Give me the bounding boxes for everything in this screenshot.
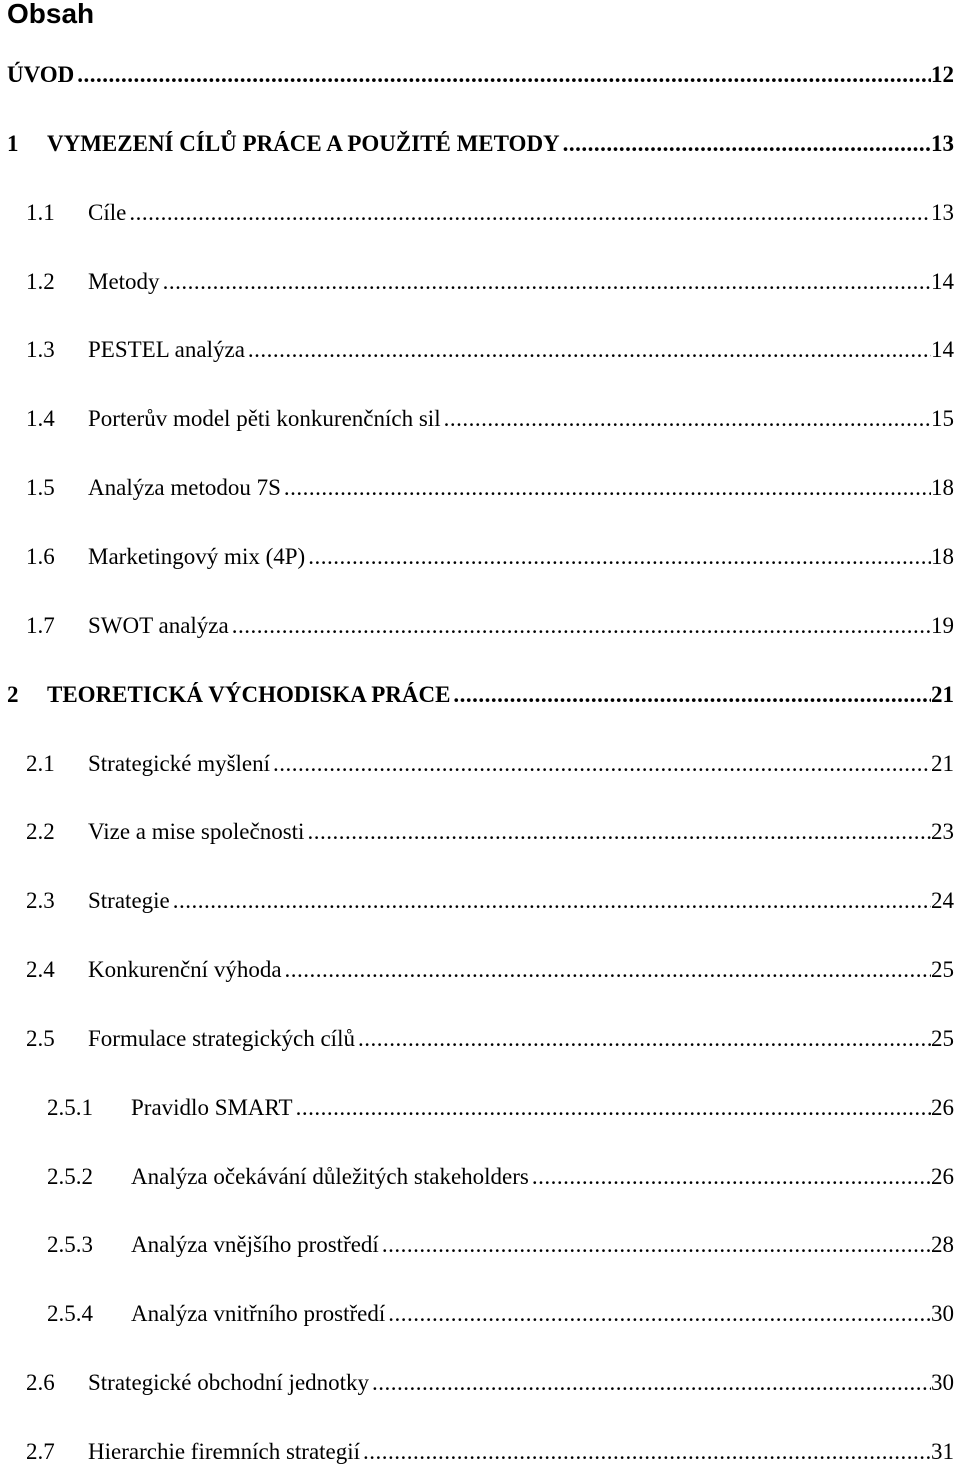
- toc-entry-page-number: 28: [931, 1232, 954, 1258]
- toc-entry-number: 1.6: [26, 543, 55, 569]
- toc-entry-label: Cíle: [88, 199, 127, 225]
- dot-leader: [372, 1366, 931, 1400]
- toc-entry-number: 2.3: [26, 888, 55, 914]
- dot-leader: [444, 402, 931, 436]
- toc-entry[interactable]: [0, 953, 954, 987]
- toc-entry-label: Strategické obchodní jednotky: [88, 1370, 370, 1396]
- toc-entry-label: Konkurenční výhoda: [88, 957, 282, 983]
- toc-entry[interactable]: [0, 265, 954, 299]
- toc-entry-number: 2.2: [26, 819, 55, 845]
- toc-entry-page-number: 12: [931, 62, 954, 87]
- toc-entry-label: PESTEL analýza: [88, 337, 245, 363]
- dot-leader: [273, 747, 931, 781]
- toc-entry-number: 2.5.2: [47, 1163, 93, 1189]
- toc-entry[interactable]: [0, 540, 954, 574]
- toc-entry-number: 1.4: [26, 406, 55, 432]
- toc-entry-page-number: 15: [931, 406, 954, 432]
- toc-entry-number: 2.5.3: [47, 1232, 93, 1258]
- toc-entry-label: Strategické myšlení: [88, 750, 271, 776]
- toc-entry-page-number: 25: [931, 957, 954, 983]
- dot-leader: [308, 540, 931, 574]
- toc-entry[interactable]: [0, 471, 954, 505]
- toc-entry-label: Metody: [88, 268, 160, 294]
- toc-entry-number: 2.5.1: [47, 1094, 93, 1120]
- toc-entry-number: 1.1: [26, 199, 55, 225]
- toc-entry[interactable]: [0, 1228, 954, 1262]
- dot-leader: [296, 1091, 931, 1125]
- toc-entry[interactable]: [0, 1091, 954, 1125]
- toc-entry[interactable]: [0, 1022, 954, 1056]
- toc-entry-number: 2.1: [26, 750, 55, 776]
- toc-entry[interactable]: [0, 58, 954, 92]
- toc-entry-page-number: 24: [931, 888, 954, 914]
- toc-entry[interactable]: [0, 196, 954, 230]
- toc-entry-page-number: 26: [931, 1094, 954, 1120]
- toc-entry-page-number: 30: [931, 1370, 954, 1396]
- toc-entry-label: SWOT analýza: [88, 612, 229, 638]
- dot-leader: [163, 265, 931, 299]
- dot-leader: [173, 884, 931, 918]
- toc-entry-label: Hierarchie firemních strategií: [88, 1439, 361, 1464]
- toc-entry-number: 2.5: [26, 1025, 55, 1051]
- toc-entry-page-number: 23: [931, 819, 954, 845]
- toc-entry-page-number: 13: [931, 130, 954, 156]
- toc-entry-number: 1: [7, 130, 19, 156]
- dot-leader: [563, 127, 931, 161]
- toc-entry[interactable]: [0, 609, 954, 643]
- toc-entry-number: 1.2: [26, 268, 55, 294]
- toc-entry[interactable]: [0, 127, 954, 161]
- toc-entry-number: 2.6: [26, 1370, 55, 1396]
- toc-entry-page-number: 31: [931, 1439, 954, 1464]
- toc-entry-number: 2.7: [26, 1439, 55, 1464]
- dot-leader: [358, 1022, 931, 1056]
- toc-entry-label: Porterův model pěti konkurenčních sil: [88, 406, 441, 432]
- toc-entry[interactable]: [0, 1297, 954, 1331]
- toc-entry-page-number: 25: [931, 1025, 954, 1051]
- toc-entry[interactable]: [0, 678, 954, 712]
- dot-leader: [307, 815, 931, 849]
- toc-entry-label: TEORETICKÁ VÝCHODISKA PRÁCE: [47, 681, 451, 707]
- dot-leader: [284, 471, 931, 505]
- toc-entry-number: 1.5: [26, 475, 55, 501]
- toc-entry[interactable]: [0, 815, 954, 849]
- toc-entry-number: 2.4: [26, 957, 55, 983]
- toc-entry-page-number: 30: [931, 1301, 954, 1327]
- toc-entry-label: Marketingový mix (4P): [88, 543, 306, 569]
- dot-leader: [532, 1160, 931, 1194]
- toc-entry-number: 2.5.4: [47, 1301, 93, 1327]
- dot-leader: [77, 58, 931, 92]
- dot-leader: [382, 1228, 931, 1262]
- toc-entry[interactable]: [0, 747, 954, 781]
- dot-leader: [285, 953, 931, 987]
- toc-entry[interactable]: [0, 1160, 954, 1194]
- toc-entry-label: Vize a mise společnosti: [88, 819, 305, 845]
- toc-entry-page-number: 13: [931, 199, 954, 225]
- dot-leader: [129, 196, 931, 230]
- toc-entry-label: Formulace strategických cílů: [88, 1025, 355, 1051]
- toc-entry-label: Strategie: [88, 888, 170, 914]
- toc-entry-page-number: 18: [931, 543, 954, 569]
- toc-entry[interactable]: [0, 1366, 954, 1400]
- toc-entry-label: VYMEZENÍ CÍLŮ PRÁCE A POUŽITÉ METODY: [47, 130, 560, 156]
- toc-entry-label: ÚVOD: [7, 62, 75, 87]
- dot-leader: [232, 609, 931, 643]
- toc-entry-page-number: 14: [931, 268, 954, 294]
- toc-entry-number: 1.3: [26, 337, 55, 363]
- toc-entry-page-number: 19: [931, 612, 954, 638]
- toc-entry-label: Pravidlo SMART: [131, 1094, 293, 1120]
- dot-leader: [388, 1297, 931, 1331]
- toc-entry[interactable]: [0, 884, 954, 918]
- dot-leader: [248, 333, 931, 367]
- toc-entry-label: Analýza metodou 7S: [88, 475, 281, 501]
- toc-entry-number: 2: [7, 681, 19, 707]
- toc-entry[interactable]: [0, 333, 954, 367]
- toc-entry-page-number: 21: [931, 750, 954, 776]
- toc-entry-page-number: 21: [931, 681, 954, 707]
- toc-entry-label: Analýza očekávání důležitých stakeholders: [131, 1163, 529, 1189]
- toc-title: Obsah: [7, 0, 95, 29]
- toc-entry[interactable]: [0, 1435, 954, 1469]
- toc-entry-number: 1.7: [26, 612, 55, 638]
- dot-leader: [453, 678, 931, 712]
- toc-entry-page-number: 14: [931, 337, 954, 363]
- toc-entry-label: Analýza vnějšího prostředí: [131, 1232, 379, 1258]
- toc-entry-page-number: 18: [931, 475, 954, 501]
- toc-entry-page-number: 26: [931, 1163, 954, 1189]
- toc-entry-label: Analýza vnitřního prostředí: [131, 1301, 386, 1327]
- toc-entry[interactable]: [0, 402, 954, 436]
- dot-leader: [363, 1435, 931, 1469]
